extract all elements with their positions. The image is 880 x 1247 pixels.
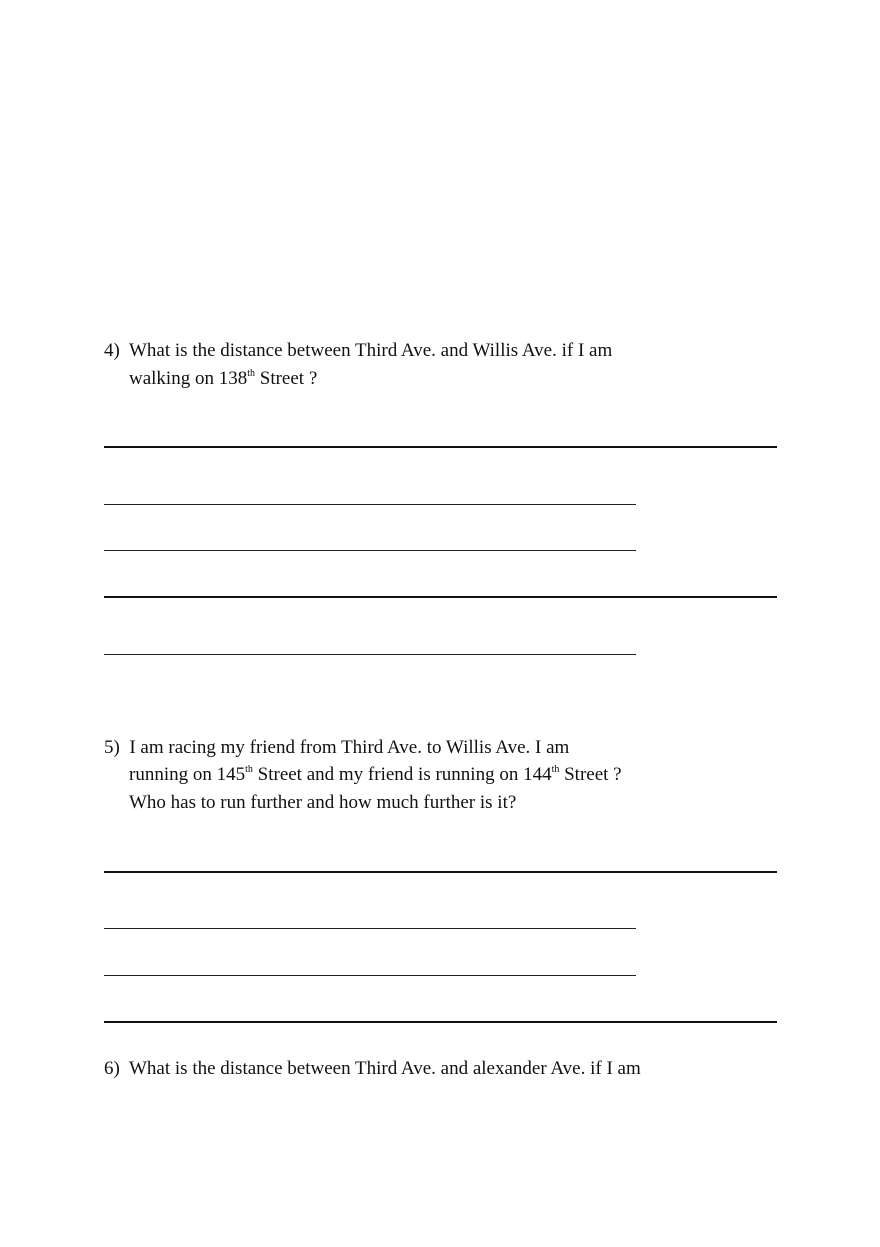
- question-6-line-1: [104, 1058, 641, 1080]
- answer-line[interactable]: [104, 654, 636, 655]
- question-5-line-2: [129, 764, 622, 786]
- answer-line[interactable]: [104, 871, 777, 873]
- question-4-line-2: [129, 368, 317, 390]
- answer-line[interactable]: [104, 504, 636, 505]
- ordinal-suffix: th: [245, 764, 253, 775]
- question-5-text: I am racing my friend from Third Ave. to Willis Ave. I am: [129, 737, 570, 758]
- question-5-text-part: running on 145: [129, 764, 246, 785]
- ordinal-suffix: th: [247, 368, 255, 379]
- question-5-text-part: Street and my friend is running on 144: [252, 764, 552, 785]
- question-6-text: What is the distance between Third Ave. and alexander Ave. if I am: [129, 1058, 641, 1079]
- answer-line[interactable]: [104, 596, 777, 598]
- question-6-number: 6): [104, 1058, 120, 1079]
- question-5-number: 5): [104, 737, 120, 758]
- question-5-line-1: [104, 737, 569, 759]
- question-4-number: 4): [104, 340, 120, 361]
- answer-line[interactable]: [104, 928, 636, 929]
- answer-line[interactable]: [104, 1021, 777, 1023]
- ordinal-suffix: th: [551, 764, 560, 775]
- question-5-text-part: Street ?: [559, 764, 622, 785]
- answer-line[interactable]: [104, 550, 636, 551]
- answer-line[interactable]: [104, 446, 777, 448]
- question-4-text-part: walking on 138: [129, 368, 248, 389]
- question-5-text-part: Who has to run further and how much further is it?: [129, 792, 517, 813]
- question-4-text-part: Street ?: [255, 368, 318, 389]
- question-4-line-1: [104, 340, 612, 362]
- answer-line[interactable]: [104, 975, 636, 976]
- question-5-line-3: [129, 792, 516, 814]
- question-4-text: What is the distance between Third Ave. and Willis Ave. if I am: [129, 340, 613, 361]
